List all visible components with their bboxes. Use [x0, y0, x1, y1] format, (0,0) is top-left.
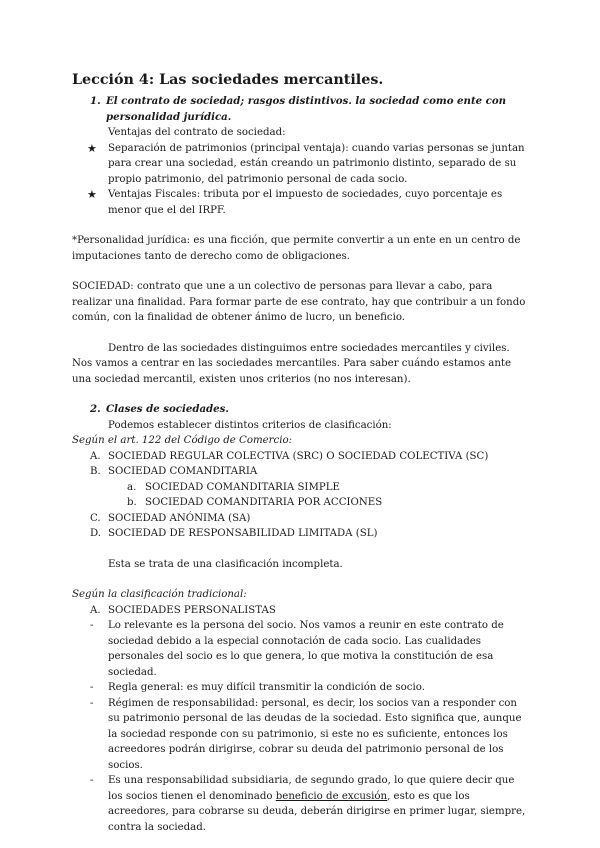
list-letter: C. — [90, 512, 101, 524]
bullet-text: Ventajas Fiscales: tributa por el impuesto de sociedades, cuyo porcentaje es menor que el del IRPF. — [108, 189, 503, 216]
section-2-title: Clases de sociedades. — [106, 403, 229, 415]
sub-list-item — [127, 480, 528, 496]
list-text: SOCIEDAD COMANDITARIA — [108, 466, 258, 477]
sub-list-letter: a. — [127, 481, 137, 493]
list-letter: B. — [90, 466, 101, 477]
list-item — [90, 526, 528, 542]
section-1-number: 1. — [90, 95, 101, 107]
list-text: SOCIEDAD REGULAR COLECTIVA (SRC) O SOCIEDAD COLECTIVA (SC) — [108, 450, 489, 462]
list-letter: D. — [90, 528, 102, 539]
dentro-paragraph: Dentro de las sociedades distinguimos entre sociedades mercantiles y civiles. Nos vamos a centrar en las sociedades mercantiles. Para saber cuándo estamos ante una sociedad mercantil, existen unos criterios (no nos interesan). — [72, 342, 512, 385]
sub-list-letter: b. — [127, 497, 137, 508]
section-1-heading — [90, 94, 528, 125]
dash-marker: - — [90, 620, 94, 631]
dash-item — [90, 618, 528, 680]
section-1-title: El contrato de sociedad; rasgos distintivos. la sociedad como ente con personalidad jurídica. — [106, 95, 507, 123]
dash-item — [90, 696, 528, 774]
document-page — [72, 70, 528, 835]
dash-marker: - — [90, 775, 94, 786]
sub-list-item — [127, 495, 528, 511]
list-item — [90, 603, 528, 619]
section-2-intro: Podemos establecer distintos criterios de clasificación: — [108, 419, 392, 431]
dash-text-before: Es una responsabilidad subsidiaria, de segundo grado, lo que quiere decir que los socios tienen el denominado — [108, 775, 515, 802]
list-item — [90, 511, 528, 527]
dash-item — [90, 773, 528, 835]
list-text: SOCIEDAD ANÓNIMA (SA) — [108, 512, 251, 524]
list-item — [90, 464, 528, 480]
code-criteria-label: Según el art. 122 del Código de Comercio: — [72, 435, 293, 446]
classification-note: Esta se trata de una clasificación incompleta. — [108, 558, 343, 570]
section-2-number: 2. — [90, 403, 101, 415]
dash-marker: - — [90, 682, 94, 693]
dash-text-after: , esto es que los acreedores, para cobrarse su deuda, deberán dirigirse en primer lugar, siempre, contra la sociedad. — [108, 790, 526, 833]
traditional-label: Según la clasificación tradicional: — [72, 589, 247, 600]
personalidad-paragraph: *Personalidad jurídica: es una ficción, que permite convertir a un ente en un centro de imputaciones tanto de derecho como de obligaciones. — [72, 235, 521, 262]
star-icon: ★ — [87, 188, 97, 201]
list-letter: A. — [90, 604, 101, 616]
section-2-heading — [90, 402, 528, 418]
sub-list-text: SOCIEDAD COMANDITARIA POR ACCIONES — [145, 497, 383, 508]
list-letter: A. — [90, 450, 101, 462]
list-text: SOCIEDAD DE RESPONSABILIDAD LIMITADA (SL) — [108, 528, 378, 539]
section-1-subheading: Ventajas del contrato de sociedad: — [108, 127, 286, 138]
bullet-item — [87, 141, 528, 188]
lesson-title: Lección 4: Las sociedades mercantiles. — [72, 72, 384, 88]
dash-text: Régimen de responsabilidad: personal, es decir, los socios van a responder con su patrimonio personal de las deudas de la sociedad. Esto significa que, aunque la sociedad responde con su patrimonio, si este no es suficiente, entonces los acreedores podrán dirigirse, cobrar su deuda del patrimonio personal de los socios. — [108, 697, 522, 771]
sub-list-text: SOCIEDAD COMANDITARIA SIMPLE — [145, 481, 340, 493]
sociedad-paragraph: SOCIEDAD: contrato que une a un colectivo de personas para llevar a cabo, para realizar una finalidad. Para formar parte de ese contrato, hay que contribuir a un fondo común, con la finalidad de obtener ánimo de lucro, un beneficio. — [72, 281, 526, 323]
dash-marker: - — [90, 697, 94, 709]
dash-item — [90, 680, 528, 696]
list-text: SOCIEDADES PERSONALISTAS — [108, 604, 276, 616]
bullet-text: Separación de patrimonios (principal ventaja): cuando varias personas se juntan para crear una sociedad, están creando un patrimonio distinto, separado de su propio patrimonio, del patrimonio personal de cada socio. — [108, 142, 525, 185]
list-item — [90, 449, 528, 465]
bullet-item — [87, 187, 528, 218]
star-icon: ★ — [87, 141, 97, 155]
beneficio-excusion-term: beneficio de excusión — [275, 790, 388, 802]
dash-text: Regla general: es muy difícil transmitir la condición de socio. — [108, 682, 425, 693]
dash-text — [108, 773, 528, 835]
dash-text: Lo relevante es la persona del socio. Nos vamos a reunir en este contrato de sociedad debido a la especial connotación de cada socio. Las cualidades personales del socio es lo que genera, lo que motiva la constitución de esa sociedad. — [108, 620, 504, 678]
